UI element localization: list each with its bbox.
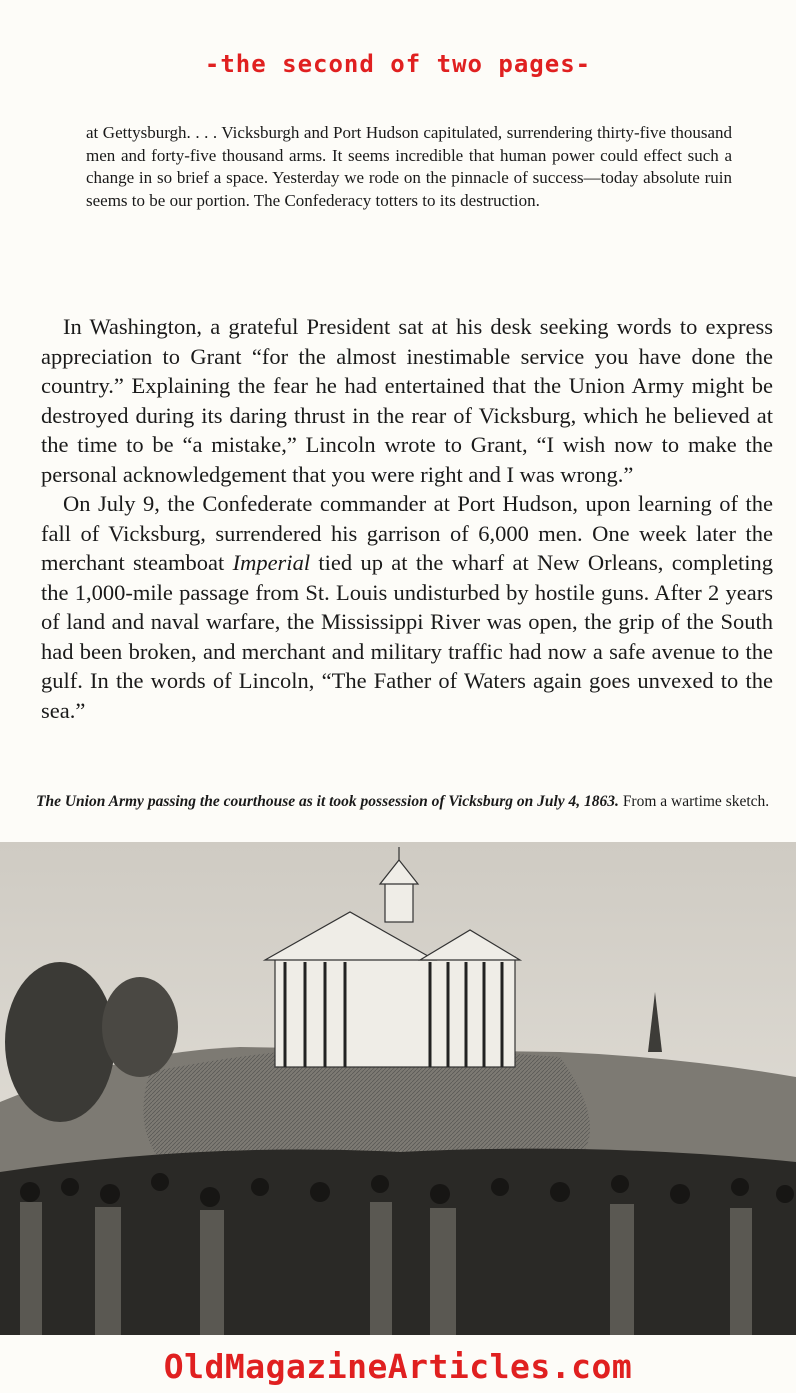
- article-paragraph: [41, 489, 773, 725]
- paragraph-text: tied up at the wharf at New Orleans, completing the 1,000-mile passage from St. Louis undisturbed by hostile guns. After 2 years of land and naval warfare, the Mississippi River was open, the grip of the South had been broken, and merchant and military traffic had now a safe avenue to the gulf. In the words of Lincoln, “The Father of Waters again goes unvexed to the sea.”: [41, 550, 773, 723]
- engraving-image: [0, 842, 796, 1335]
- paragraph-text: On July 9, the Confederate commander at Port Hudson, upon learning of the fall of Vicksburg, surrendered his garrison of 6,000 men. One week later the merchant steamboat: [41, 491, 773, 575]
- caption-title: The Union Army passing the courthouse as it took possession of Vicksburg on July 4, 1863.: [36, 793, 619, 810]
- page-header-label: -the second of two pages-: [204, 50, 592, 78]
- quoted-passage: at Gettysburgh. . . . Vicksburgh and Port Hudson capitulated, surrendering thirty-five thousand men and forty-five thousand arms. It seems incredible that human power could effect such a change in so brief a space. Yesterday we rode on the pinnacle of success—today absolute ruin seems to be our portion. The Confederacy totters to its destruction.: [86, 123, 732, 210]
- site-watermark: OldMagazineArticles.com: [163, 1347, 633, 1386]
- illustration-caption: [36, 792, 781, 812]
- article-paragraph: In Washington, a grateful President sat at his desk seeking words to express appreciation to Grant “for the almost inestimable service you have done the country.” Explaining the fear he had entertained that the Union Army might be destroyed during its daring thrust in the rear of Vicksburg, which he believed at the time to be “a mistake,” Lincoln wrote to Grant, “I wish now to make the personal acknowledgement that you were right and I was wrong.”: [41, 314, 773, 487]
- ship-name: Imperial: [232, 550, 311, 575]
- caption-credit: From a wartime sketch.: [622, 793, 770, 810]
- courthouse-illustration: [0, 842, 796, 1335]
- article-body: [41, 312, 773, 725]
